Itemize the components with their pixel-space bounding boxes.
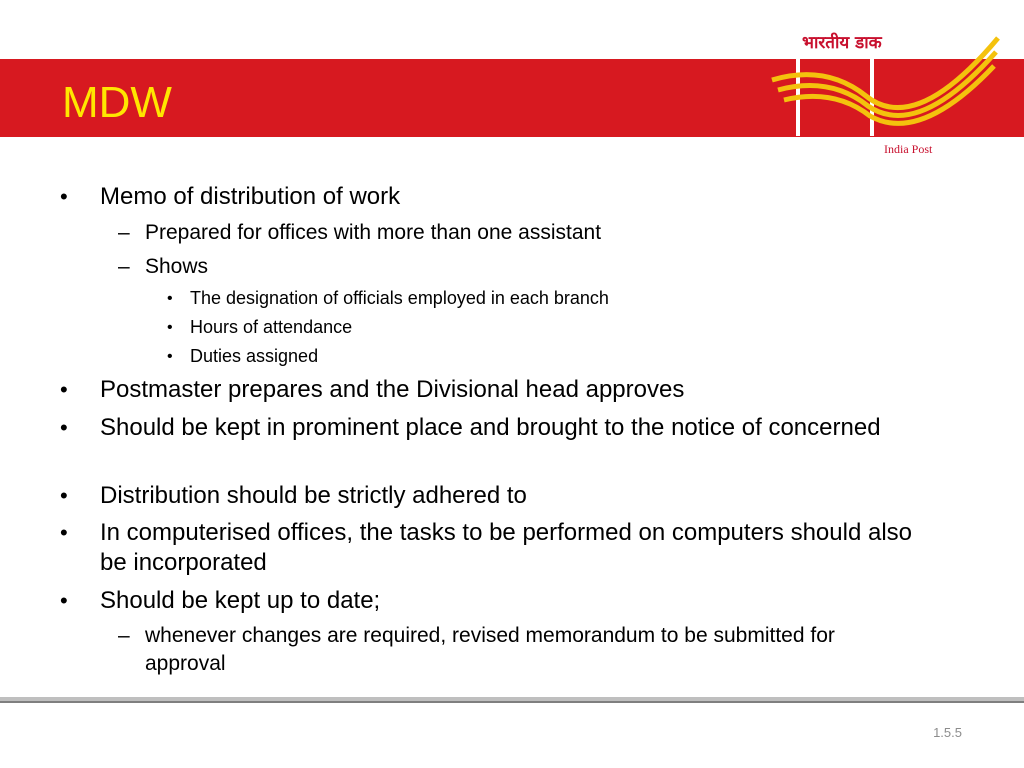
bullet-dash-icon: – <box>118 221 130 244</box>
bullet-level-1 <box>60 586 940 616</box>
bullet-text: In computerised offices, the tasks to be performed on computers should also be incorporated <box>100 519 912 576</box>
bullet-text: Should be kept up to date; <box>100 587 381 614</box>
bullet-text: Prepared for offices with more than one assistant <box>145 221 602 244</box>
bullet-text: Should be kept in prominent place and brought to the notice of concerned <box>100 414 881 441</box>
bullet-text: The designation of officials employed in each branch <box>190 288 609 308</box>
bullet-dot-icon: • <box>60 184 68 209</box>
bullet-level-1 <box>60 518 940 578</box>
bullet-dot-icon: • <box>60 415 68 440</box>
bullet-level-1 <box>60 182 940 212</box>
bullet-dot-icon: • <box>60 377 68 402</box>
bullet-dot-icon: • <box>60 483 68 508</box>
bullet-text: Hours of attendance <box>190 317 353 337</box>
bullet-level-1 <box>60 481 940 511</box>
bullet-dot-icon: • <box>60 588 68 613</box>
footer-divider <box>0 697 1024 703</box>
bullet-level-2 <box>118 622 905 678</box>
bullet-dot-icon: • <box>167 319 173 336</box>
bullet-text: whenever changes are required, revised memorandum to be submitted for approval <box>145 624 835 675</box>
slide-number: 1.5.5 <box>933 725 962 740</box>
bullet-level-3 <box>167 315 890 340</box>
bullet-level-2 <box>118 253 905 281</box>
bullet-level-1 <box>60 375 940 405</box>
bullet-dash-icon: – <box>118 624 130 647</box>
bullet-level-3 <box>167 344 890 369</box>
logo-hindi-text: भारतीय डाक <box>802 33 882 53</box>
bullet-level-3 <box>167 286 890 311</box>
bullet-text: Duties assigned <box>190 346 319 366</box>
bullet-dot-icon: • <box>60 520 68 545</box>
bullet-dash-icon: – <box>118 255 130 278</box>
bullet-level-2 <box>118 219 905 247</box>
logo-english-text: India Post <box>884 142 933 156</box>
bullet-text: Postmaster prepares and the Divisional head approves <box>100 376 685 403</box>
bullet-text: Shows <box>145 255 209 278</box>
bullet-dot-icon: • <box>167 290 173 307</box>
bullet-dot-icon: • <box>167 348 173 365</box>
bullet-level-1 <box>60 413 940 443</box>
bullet-text: Memo of distribution of work <box>100 183 401 210</box>
bullet-text: Distribution should be strictly adhered to <box>100 482 527 509</box>
slide-title: MDW <box>62 78 172 127</box>
